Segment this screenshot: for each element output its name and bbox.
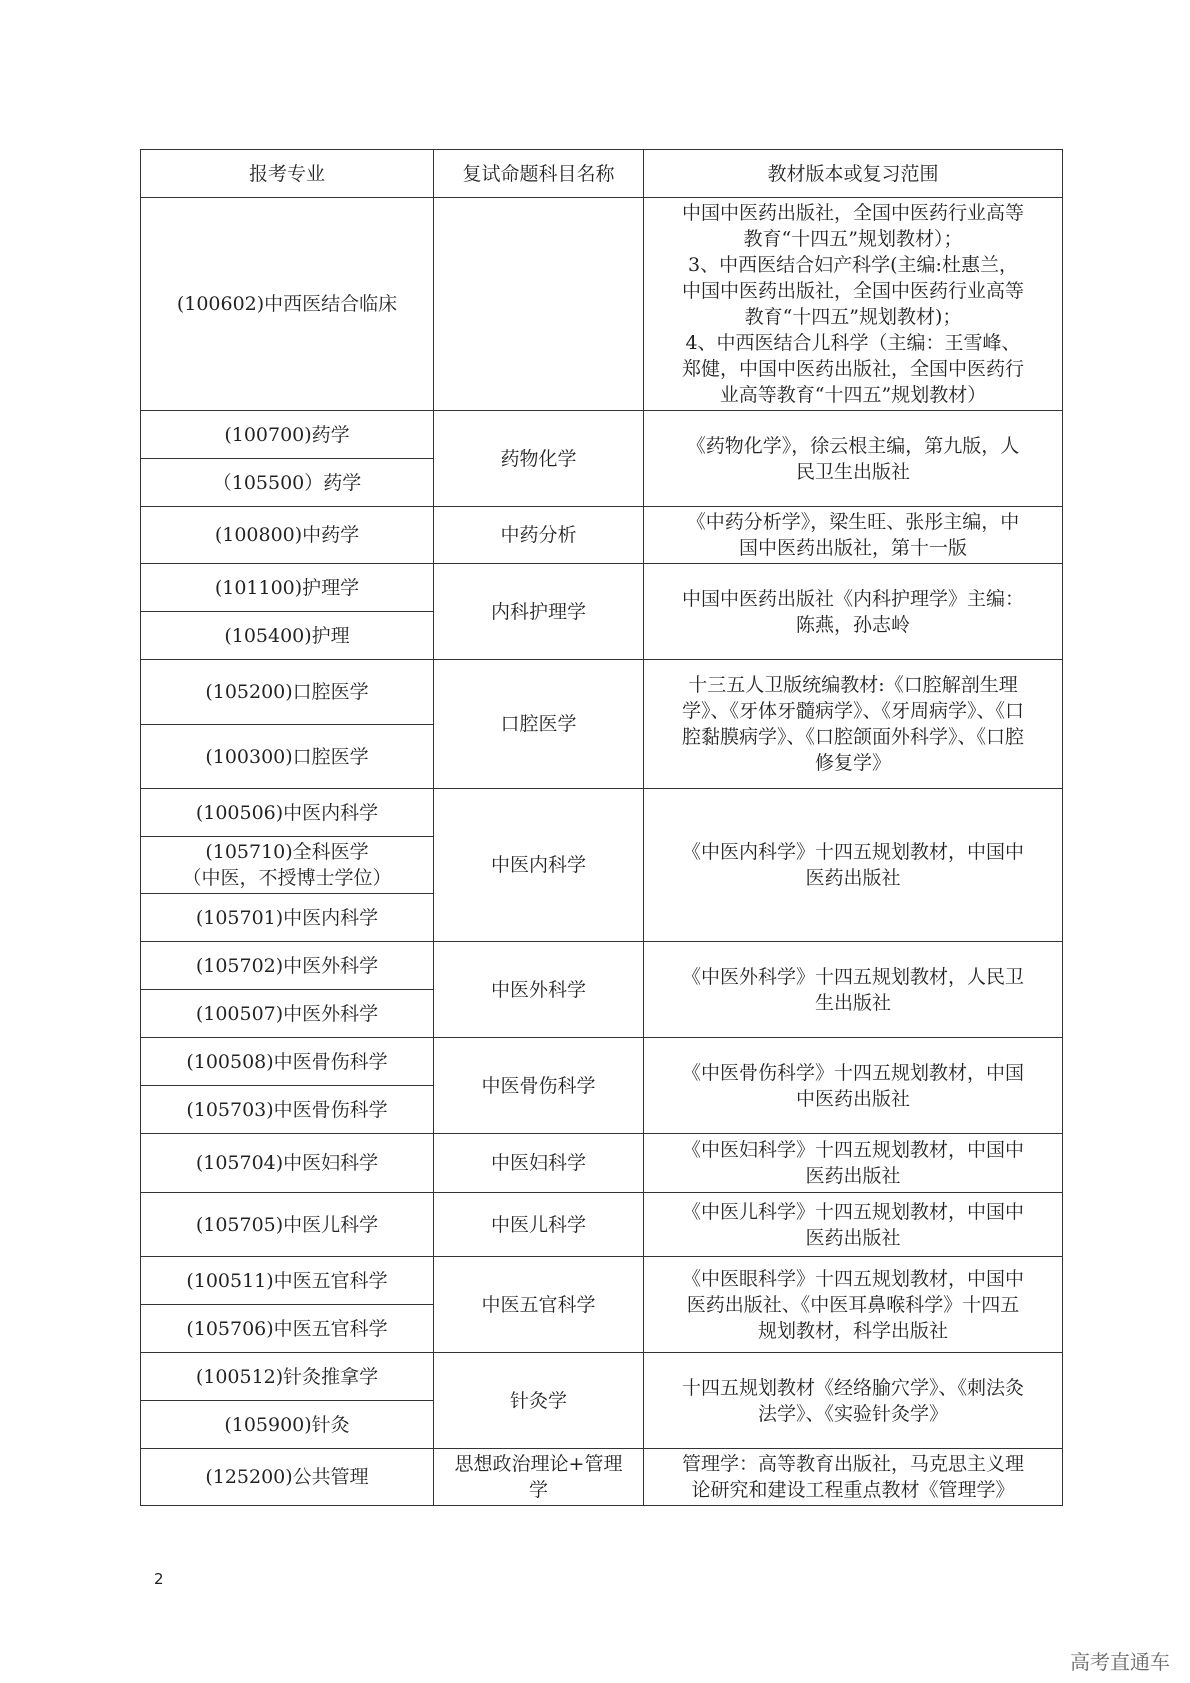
header-major: 报考专业: [141, 150, 434, 198]
book-cell: 《中医儿科学》十四五规划教材，中国中 医药出版社: [644, 1193, 1063, 1257]
book-cell: 《中医妇科学》十四五规划教材，中国中 医药出版社: [644, 1134, 1063, 1193]
major-cell: (100507)中医外科学: [141, 990, 434, 1038]
table-row: [141, 660, 1063, 725]
exam-table: [140, 149, 1063, 1506]
subject-cell: 针灸学: [434, 1353, 644, 1449]
book-cell: 十四五规划教材《经络腧穴学》、《刺法灸 法学》、《实验针灸学》: [644, 1353, 1063, 1449]
table-row: [141, 1449, 1063, 1506]
table-row: [141, 1038, 1063, 1086]
subject-cell: 口腔医学: [434, 660, 644, 789]
major-cell: (100511)中医五官科学: [141, 1257, 434, 1305]
header-subject: 复试命题科目名称: [434, 150, 644, 198]
subject-cell: 中药分析: [434, 507, 644, 564]
subject-cell: 思想政治理论+管理 学: [434, 1449, 644, 1506]
subject-cell: 中医五官科学: [434, 1257, 644, 1353]
major-cell: (100508)中医骨伤科学: [141, 1038, 434, 1086]
major-cell: (105702)中医外科学: [141, 942, 434, 990]
major-cell: (105703)中医骨伤科学: [141, 1086, 434, 1134]
major-cell: (101100)护理学: [141, 564, 434, 612]
major-cell: (105701)中医内科学: [141, 894, 434, 942]
subject-cell: 内科护理学: [434, 564, 644, 660]
major-cell: (105200)口腔医学: [141, 660, 434, 725]
book-cell: 《中医内科学》十四五规划教材，中国中 医药出版社: [644, 789, 1063, 942]
book-cell: 《中医骨伤科学》十四五规划教材，中国 中医药出版社: [644, 1038, 1063, 1134]
book-cell: 《中药分析学》，梁生旺、张彤主编，中 国中医药出版社，第十一版: [644, 507, 1063, 564]
subject-cell: 中医妇科学: [434, 1134, 644, 1193]
table-row: [141, 942, 1063, 990]
table-row: [141, 198, 1063, 411]
subject-cell: 中医内科学: [434, 789, 644, 942]
major-cell: (105710)全科医学 （中医，不授博士学位）: [141, 837, 434, 894]
book-cell: 《中医外科学》十四五规划教材，人民卫 生出版社: [644, 942, 1063, 1038]
subject-cell: 中医儿科学: [434, 1193, 644, 1257]
table-row: [141, 1257, 1063, 1305]
table-row: [141, 1193, 1063, 1257]
major-cell: (100512)针灸推拿学: [141, 1353, 434, 1401]
major-cell: (100506)中医内科学: [141, 789, 434, 837]
major-cell: (105400)护理: [141, 612, 434, 660]
subject-cell: 中医外科学: [434, 942, 644, 1038]
major-cell: (100602)中西医结合临床: [141, 198, 434, 411]
subject-cell: [434, 198, 644, 411]
major-cell: (100700)药学: [141, 411, 434, 459]
table-row: [141, 1353, 1063, 1401]
major-cell: (100300)口腔医学: [141, 725, 434, 789]
subject-cell: 药物化学: [434, 411, 644, 507]
page-number: 2: [154, 1570, 164, 1588]
major-cell: (105900)针灸: [141, 1401, 434, 1449]
header-book: 教材版本或复习范围: [644, 150, 1063, 198]
major-cell: (105704)中医妇科学: [141, 1134, 434, 1193]
book-cell: 中国中医药出版社《内科护理学》主编： 陈燕，孙志岭: [644, 564, 1063, 660]
major-cell: （105500）药学: [141, 459, 434, 507]
book-cell: 《药物化学》，徐云根主编，第九版，人 民卫生出版社: [644, 411, 1063, 507]
header-row: [141, 150, 1063, 198]
major-cell: (105706)中医五官科学: [141, 1305, 434, 1353]
book-cell: 十三五人卫版统编教材:《口腔解剖生理 学》、《牙体牙髓病学》、《牙周病学》、《口 腔黏膜病学》、《口腔颌面外科学》、《口腔 修复学》: [644, 660, 1063, 789]
table-row: [141, 507, 1063, 564]
major-cell: (105705)中医儿科学: [141, 1193, 434, 1257]
subject-cell: 中医骨伤科学: [434, 1038, 644, 1134]
book-cell: 《中医眼科学》十四五规划教材，中国中 医药出版社、《中医耳鼻喉科学》十四五 规划教材，科学出版社: [644, 1257, 1063, 1353]
book-cell: 中国中医药出版社，全国中医药行业高等 教育“十四五”规划教材）； 3、中西医结合妇产科学(主编:杜惠兰， 中国中医药出版社，全国中医药行业高等 教育“十四五”规划教材)； 4、中西医结合儿科学（主编：王雪峰、 郑健，中国中医药出版社，全国中医药行 业高等教育“十四五”规划教材）: [644, 198, 1063, 411]
watermark: 高考直通车: [1070, 1650, 1170, 1674]
table-row: [141, 789, 1063, 837]
major-cell: (125200)公共管理: [141, 1449, 434, 1506]
major-cell: (100800)中药学: [141, 507, 434, 564]
table-row: [141, 564, 1063, 612]
table-row: [141, 1134, 1063, 1193]
table-row: [141, 411, 1063, 459]
book-cell: 管理学：高等教育出版社，马克思主义理 论研究和建设工程重点教材《管理学》: [644, 1449, 1063, 1506]
